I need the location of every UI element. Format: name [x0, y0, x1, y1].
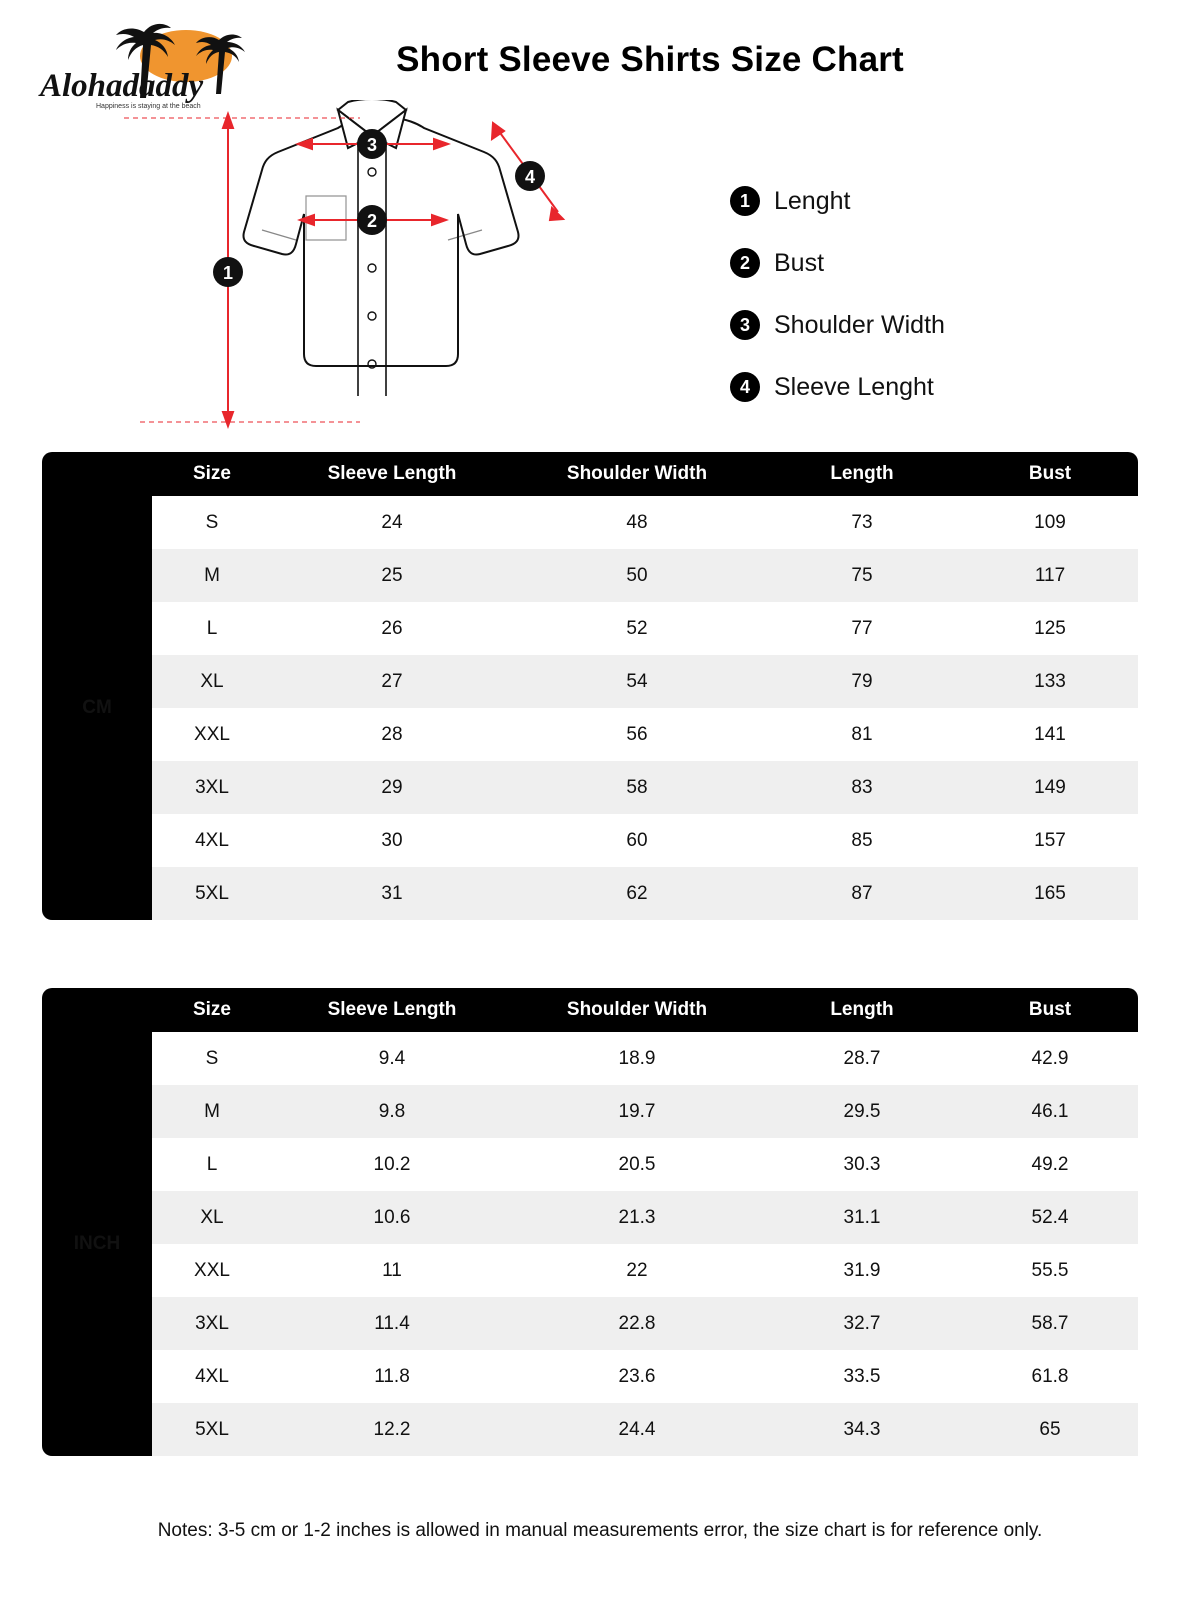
cell-size: M — [152, 1085, 272, 1138]
cell-size: M — [152, 549, 272, 602]
cell-length: 75 — [762, 549, 962, 602]
cell-size: S — [152, 496, 272, 549]
table-header-row — [42, 988, 1138, 1032]
legend-label-2: Bust — [774, 248, 825, 277]
cell-sleeve-length: 11.4 — [272, 1297, 512, 1350]
cell-size: 4XL — [152, 1350, 272, 1403]
shirt-diagram — [110, 100, 630, 450]
size-table-inch — [42, 988, 1138, 1456]
col-header-shoulder-width: Shoulder Width — [512, 452, 762, 496]
cell-length: 31.1 — [762, 1191, 962, 1244]
cell-shoulder-width: 54 — [512, 655, 762, 708]
cell-size: 5XL — [152, 1403, 272, 1456]
cell-shoulder-width: 22 — [512, 1244, 762, 1297]
legend-label-3: Shoulder Width — [774, 310, 945, 339]
unit-header-inch — [42, 988, 152, 1032]
legend-item-bust — [730, 232, 1090, 294]
cell-shoulder-width: 24.4 — [512, 1403, 762, 1456]
legend-badge-1: 1 — [730, 186, 760, 216]
cell-bust: 58.7 — [962, 1297, 1138, 1350]
table-row — [42, 1244, 1138, 1297]
svg-text:4: 4 — [524, 167, 536, 187]
table-row — [42, 1350, 1138, 1403]
table-row — [42, 1085, 1138, 1138]
cell-sleeve-length: 26 — [272, 602, 512, 655]
cell-bust: 52.4 — [962, 1191, 1138, 1244]
legend-badge-2: 2 — [730, 248, 760, 278]
palm-sunset-icon — [36, 18, 271, 110]
unit-label-inch: INCH — [42, 1032, 152, 1456]
cell-length: 29.5 — [762, 1085, 962, 1138]
cell-shoulder-width: 20.5 — [512, 1138, 762, 1191]
cell-sleeve-length: 25 — [272, 549, 512, 602]
cell-shoulder-width: 19.7 — [512, 1085, 762, 1138]
col-header-length: Length — [762, 988, 962, 1032]
cell-length: 85 — [762, 814, 962, 867]
unit-header-cm — [42, 452, 152, 496]
cell-sleeve-length: 12.2 — [272, 1403, 512, 1456]
cell-size: 3XL — [152, 761, 272, 814]
cell-length: 79 — [762, 655, 962, 708]
cell-length: 81 — [762, 708, 962, 761]
table-row — [42, 814, 1138, 867]
col-header-shoulder-width: Shoulder Width — [512, 988, 762, 1032]
table-row — [42, 655, 1138, 708]
table-row — [42, 1138, 1138, 1191]
legend-label-4: Sleeve Lenght — [774, 372, 934, 401]
diagram-marker-2 — [357, 205, 387, 235]
diagram-marker-3 — [357, 129, 387, 159]
cell-sleeve-length: 31 — [272, 867, 512, 920]
brand-logo — [36, 18, 271, 110]
cell-length: 28.7 — [762, 1032, 962, 1085]
cell-shoulder-width: 18.9 — [512, 1032, 762, 1085]
cell-length: 77 — [762, 602, 962, 655]
unit-label-cm: CM — [42, 496, 152, 920]
col-header-size: Size — [152, 988, 272, 1032]
cell-sleeve-length: 10.2 — [272, 1138, 512, 1191]
table-row — [42, 708, 1138, 761]
cell-length: 33.5 — [762, 1350, 962, 1403]
cell-shoulder-width: 21.3 — [512, 1191, 762, 1244]
cell-size: XL — [152, 1191, 272, 1244]
page-title: Short Sleeve Shirts Size Chart — [396, 40, 904, 79]
col-header-bust: Bust — [962, 988, 1138, 1032]
diagram-marker-1 — [213, 257, 243, 287]
cell-bust: 165 — [962, 867, 1138, 920]
col-header-bust: Bust — [962, 452, 1138, 496]
cell-size: 4XL — [152, 814, 272, 867]
cell-sleeve-length: 24 — [272, 496, 512, 549]
cell-size: S — [152, 1032, 272, 1085]
svg-text:Alohadaddy: Alohadaddy — [40, 68, 204, 104]
cell-sleeve-length: 9.8 — [272, 1085, 512, 1138]
cell-sleeve-length: 9.4 — [272, 1032, 512, 1085]
table-row — [42, 1191, 1138, 1244]
cell-shoulder-width: 60 — [512, 814, 762, 867]
table-row — [42, 1403, 1138, 1456]
cell-bust: 61.8 — [962, 1350, 1138, 1403]
table-row — [42, 602, 1138, 655]
cell-bust: 133 — [962, 655, 1138, 708]
shirt-illustration — [110, 100, 630, 450]
table-row — [42, 867, 1138, 920]
cell-bust: 117 — [962, 549, 1138, 602]
cell-size: XL — [152, 655, 272, 708]
legend-badge-3: 3 — [730, 310, 760, 340]
cell-size: XXL — [152, 708, 272, 761]
diagram-marker-4 — [515, 161, 545, 191]
cell-shoulder-width: 50 — [512, 549, 762, 602]
legend-item-shoulder-width — [730, 294, 1090, 356]
svg-text:2: 2 — [366, 211, 378, 231]
cell-bust: 157 — [962, 814, 1138, 867]
cell-bust: 141 — [962, 708, 1138, 761]
cell-shoulder-width: 22.8 — [512, 1297, 762, 1350]
cell-sleeve-length: 11 — [272, 1244, 512, 1297]
col-header-sleeve-length: Sleeve Length — [272, 988, 512, 1032]
legend-label-1: Lenght — [774, 186, 851, 215]
table-inch — [42, 988, 1138, 1456]
cell-shoulder-width: 62 — [512, 867, 762, 920]
table-row — [42, 549, 1138, 602]
cell-bust: 42.9 — [962, 1032, 1138, 1085]
cell-bust: 49.2 — [962, 1138, 1138, 1191]
svg-text:1: 1 — [222, 263, 234, 283]
cell-size: L — [152, 1138, 272, 1191]
cell-length: 32.7 — [762, 1297, 962, 1350]
cell-sleeve-length: 11.8 — [272, 1350, 512, 1403]
cell-length: 73 — [762, 496, 962, 549]
cell-sleeve-length: 27 — [272, 655, 512, 708]
cell-sleeve-length: 28 — [272, 708, 512, 761]
cell-shoulder-width: 52 — [512, 602, 762, 655]
footer-notes: Notes: 3-5 cm or 1-2 inches is allowed in manual measurements error, the size chart is for reference only. — [157, 1520, 1043, 1541]
cell-size: XXL — [152, 1244, 272, 1297]
cell-shoulder-width: 48 — [512, 496, 762, 549]
brand-tagline: Happiness is staying at the beach — [96, 103, 201, 110]
cell-sleeve-length: 29 — [272, 761, 512, 814]
cell-length: 30.3 — [762, 1138, 962, 1191]
col-header-sleeve-length: Sleeve Length — [272, 452, 512, 496]
cell-sleeve-length: 30 — [272, 814, 512, 867]
table-cm — [42, 452, 1138, 920]
cell-size: 5XL — [152, 867, 272, 920]
cell-bust: 109 — [962, 496, 1138, 549]
table-row — [42, 1297, 1138, 1350]
cell-size: L — [152, 602, 272, 655]
cell-bust: 55.5 — [962, 1244, 1138, 1297]
cell-length: 83 — [762, 761, 962, 814]
table-header-row — [42, 452, 1138, 496]
cell-shoulder-width: 56 — [512, 708, 762, 761]
cell-shoulder-width: 58 — [512, 761, 762, 814]
cell-size: 3XL — [152, 1297, 272, 1350]
size-table-cm — [42, 452, 1138, 920]
svg-text:3: 3 — [366, 135, 378, 155]
table-row — [42, 496, 1138, 549]
cell-bust: 125 — [962, 602, 1138, 655]
col-header-length: Length — [762, 452, 962, 496]
cell-shoulder-width: 23.6 — [512, 1350, 762, 1403]
legend-badge-4: 4 — [730, 372, 760, 402]
cell-length: 87 — [762, 867, 962, 920]
measurement-legend — [730, 170, 1090, 418]
cell-bust: 65 — [962, 1403, 1138, 1456]
cell-length: 34.3 — [762, 1403, 962, 1456]
cell-bust: 149 — [962, 761, 1138, 814]
table-row — [42, 761, 1138, 814]
cell-bust: 46.1 — [962, 1085, 1138, 1138]
legend-item-length — [730, 170, 1090, 232]
cell-length: 31.9 — [762, 1244, 962, 1297]
cell-sleeve-length: 10.6 — [272, 1191, 512, 1244]
table-row — [42, 1032, 1138, 1085]
legend-item-sleeve-length — [730, 356, 1090, 418]
col-header-size: Size — [152, 452, 272, 496]
